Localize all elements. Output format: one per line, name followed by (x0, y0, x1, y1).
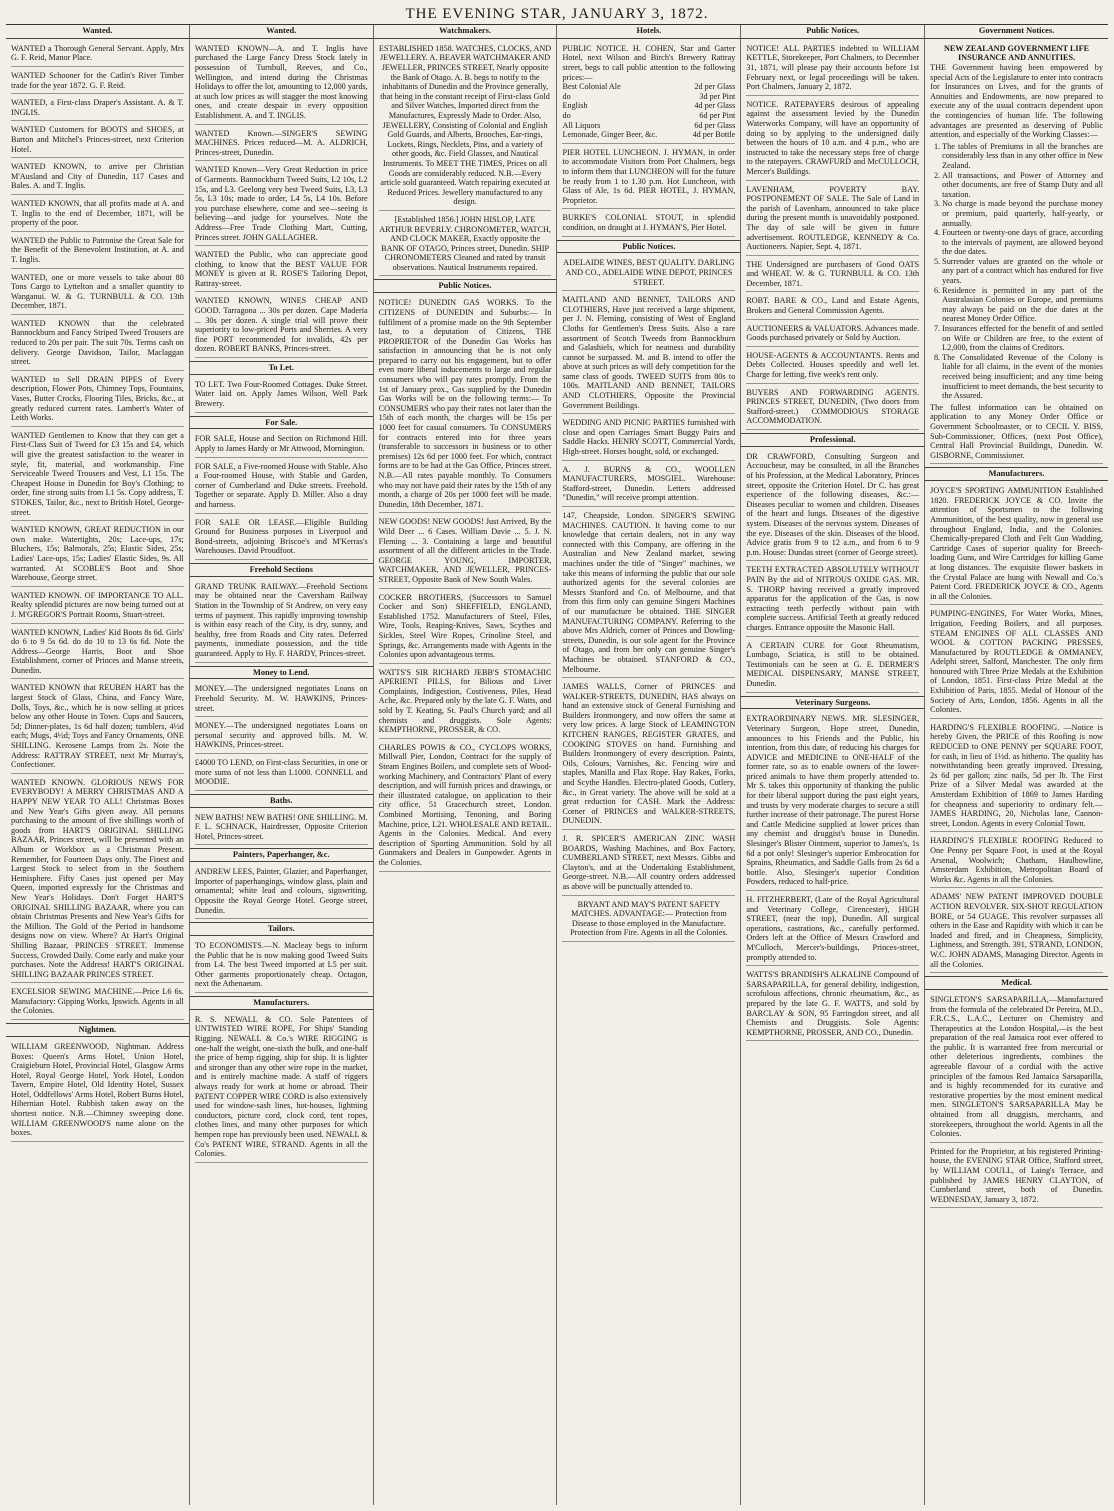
painter-ad: ANDREW LEES, Painter, Glazier, and Paperhanger, Importer of paperhangings, window glass, plain and ornamental; white lead and colours, signwriting. Opposite the Royal George Hotel. George street, Dunedin. (195, 865, 368, 919)
section-heading: Nightmen. (6, 1023, 189, 1037)
ad-item: WANTED Known.—SINGER'S SEWING MACHINES. Prices reduced—M. A. ALDRICH, Princes-street, Dunedin. (195, 127, 368, 162)
price-item: Best Colonial Ale (562, 82, 621, 92)
section-heading: Tailors. (190, 922, 373, 936)
price-row (562, 101, 735, 111)
section-heading: Manufacturers. (190, 996, 373, 1010)
column-5 (741, 25, 925, 1505)
ad-item: BUYERS AND FORWARDING AGENTS. PRINCES STREET, DUNEDIN, (Two doors from Stafford-street.) COMMODIOUS STORAGE ACCOMMODATION. (746, 386, 919, 430)
singer-ad: 147, Cheapside, London. SINGER'S SEWING MACHINES. CAUTION. It having come to our knowledge that certain dealers, not in any way connected with this Company, are offering in the Australian and New Zealand market, sewing machines under the title of "Singer" machines, we take this means of informing the public that our sole authorized agents for the several colonies are Messrs Stanford and Co. of Melbourne, and that from this firm only can genuine Singers Machines of our manufacture be obtained. THE SINGER MANUFACTURING COMPANY. Referring to the above Mrs Aldrich, corner of Princes and Dowling-streets, Dunedin, is our sole agent for the Province of Otago, and from her only can genuine Singer's Machines be obtained. STANFORD & CO., Melbourne. (562, 509, 735, 678)
price-row (562, 82, 735, 92)
column-6 (925, 25, 1108, 1505)
wanted-ads (11, 42, 184, 1020)
life-insurance-ad: NEW ZEALAND GOVERNMENT LIFE INSURANCE AND ANNUITIES. THE Government having been empowered by special Acts of the Legislature to enter into contracts for Insurances on Lives, and for the grants of Annuities and Endowments, are now prepared to execute any of the usual contracts dependent upon the contingencies of human life. The following advantages are presented as deserving of Public attention, and especially of the Working Classes:— 1. The tables of Premiums in all the branches are considerably less than in any other office in New Zealand. 2. All transactions, and Power of Attorney and other documents, are free of Stamp Duty and all taxation. 3. No charge is made beyond the purchase money or premium, paid quarterly, half-yearly, or annually. 4. Fourteen or twenty-one days of grace, according to the intervals of payment, are allowed beyond the due dates. 5. Surrender values are granted on the whole or any part of a contract which has endured for five years. 6. Residence is permitted in any part of the Australasian Colonies or Europe, and premiums may always be paid on the due dates at the nearest Money Order Office. 7. Insurances effected for the benefit of and settled on Wife or Children are free, to the extent of L2,000, from the claims of Creditors. 8. The Consolidated Revenue of the Colony is liable for all claims, in the event of the monies received being insufficient; and any time being insufficient to meet demands, the best security to the Assured. The fullest information can be obtained on application to any Money Order Office or Government Schoolmaster, or to CECIL Y. BISS, Sub-Commissioner, Offices, (next Post Office), Central Hall Provincial Buildings, Dunedin. W. GISBORNE, Commissioner. (930, 42, 1103, 465)
list-item: 4. Fourteen or twenty-one days of grace, according to the intervals of payment, are allowed beyond the due dates. (942, 228, 1103, 257)
ad-item: FOR SALE, House and Section on Richmond Hill. Apply to James Hardy or Mr Attwood, Mornington. (195, 432, 368, 457)
price-list (562, 82, 735, 140)
column-2 (190, 25, 374, 1505)
ad-item: WANTED KNOWN. GLORIOUS NEWS FOR EVERYBODY! A MERRY CHRISTMAS AND A HAPPY NEW YEAR TO ALL! Christmas Boxes and New Year's Gifts given away. All persons purchasing to the amount of five shillings worth of goods from HART'S ORIGINAL SHILLING BAZAAR, Princes street, will be presented with an Album or Workbox as a Christmas Present. Remember, for Fourteen Days only. The Finest and Largest Stock to select from in the Southern Hemisphere. Fifty Cases just opened per May Queen, imported expressly for the Christmas and New Year's Holidays. Don't Forget HART'S ORIGINAL SHILLING BAZAAR, where you can obtain Christmas Presents and New Year's Gifts for the Million. The Gold of the Period in handsome designs now on view. Where? At Hart's Original Shilling Bazaar, PRINCES STREET. Immense Success, Crowded Daily. Come early and make your purchases. Note the Address! HART'S ORIGINAL SHILLING BAZAAR PRINCES STREET. (11, 776, 184, 983)
section-heading: Manufacturers. (925, 467, 1108, 481)
beaver-ad: ESTABLISHED 1858. WATCHES, CLOCKS, AND JEWELLERY. A. BEAVER WATCHMAKER AND JEWELLER, PRINCES STREET, Nearly opposite the Bank of Otago. A. B. begs to notify to the inhabitants of Dunedin and the Province generally, that being in the constant receipt of First-class Gold and Silver Watches, Imported direct from the Manufactures, Expressly Made to Order. Also, JEWELLERY, Consisting of Colonial and English Gold Guards, and Alberts, Brooches, Ear-rings, Lockets, Rings, Necklets, Pins, and a variety of other goods, &c. Field Glasses, and Nautical Instruments. To MEET THE TIMES, Prices on all Goods are considerably reduced. N.B.—Every article sold guaranteed. Watch repairing executed at Reduced Prices. Jewellery manufactured to any design. (379, 42, 552, 211)
for-sale-ads (195, 432, 368, 560)
section-heading: Public Notices. (741, 25, 924, 39)
list-item: 7. Insurances effected for the benefit of and settled on Wife or Children are free, to the extent of L2,000, from the claims of Creditors. (942, 324, 1103, 353)
ad-item: WANTED, one or more vessels to take about 80 Tons Cargo to Lyttelton and a smaller quantity to Wanganui. W. & G. TURNBULL & CO. 13th December, 1871. (11, 271, 184, 315)
ad-item: HOUSE-AGENTS & ACCOUNTANTS. Rents and Debts Collected. Houses speedily and well let. Charge for letting, five week's rent only. (746, 349, 919, 384)
ad-item: FOR SALE, a Five-roomed House with Stable. Also a Four-roomed House, with Stable and Garden, corner of Cumberland and Duke streets. Freehold. Together or separate. Apply D. Miller. Also a dray and harness. (195, 460, 368, 514)
ad-item: £4000 TO LEND, on First-class Securities, in one or more sums of not less than L1000. CONNELL and MOODIE. (195, 756, 368, 791)
list-item: 5. Surrender values are granted on the whole or any part of a contract which has endured for five years. (942, 257, 1103, 286)
section-heading: For Sale. (190, 416, 373, 430)
list-item: 3. No charge is made beyond the purchase money or premium, paid quarterly, half-yearly, or annually. (942, 199, 1103, 228)
ad-item: ROBT. BARE & CO., Land and Estate Agents, Brokers and General Commission Agents. (746, 294, 919, 319)
price-value: 3d per Pint (699, 91, 736, 101)
list-item: 2. All transactions, and Power of Attorney and other documents, are free of Stamp Duty and all taxation. (942, 171, 1103, 200)
pumping-ad: PUMPING-ENGINES, For Water Works, Mines, Irrigation, Feeding Boilers, and all purposes. STEAM ENGINES OF ALL CLASSES AND WOOL & COTTON PACKING PRESSES, Manufactured by ROUTLEDGE & OMMANEY, Adelphi street, Salford, Manchester. The only firm honoured with Three Prize Medals at the Exhibition of London, 1851. First-class Prize Medal at the Exhibition of Paris, 1855. Medal of Honour of the Society of Arts, London, 1856. Agents in all the Colonies. (930, 607, 1103, 719)
adams-revolver-ad: ADAMS' NEW PATENT IMPROVED DOUBLE ACTION REVOLVER. SIX-SHOT REGULATION BORE, or 54 GUAGE. This revolver surpasses all others in the Ease and Rapidity with which it can be loaded and fired, and in Cheapness, Simplicity, Lightness, and Strength. 391, STRAND, LONDON, W.C. JOHN ADAMS, Managing Director. Agents in all the Colonies. (930, 890, 1103, 973)
wire-rope-ad: R. S. NEWALL & CO. Sole Patentees of UNTWISTED WIRE ROPE, For Ships' Standing Rigging. NEWALL & Co.'s WIRE RIGGING is one-half the weight, one-sixth the bulk, and one-half the price of hemp rigging, ship for ship. It is lighter and stronger than any other wire rope in the market, and is entirely machine made. A staff of riggers always ready for work at home or abroad. Their PATENT COPPER WIRE CORD is also extensively used for window-sash lines, hot-houses, lightning conductors, picture cord, clock cord, tent ropes, clothes lines, and many other purposes for which hempen rope has previously been used. NEWALL & Co's PATENT WIRE, STRAND. Agents in all the Colonies. (195, 1013, 368, 1163)
gas-works-ad: NOTICE! DUNEDIN GAS WORKS. To the CITIZENS of DUNEDIN and Suburbs:— In fulfilment of a promise made on the 9th September last, to a deputation of Citizens, THE PROPRIETOR of the Dunedin Gas Works has satisfaction in announcing that he is not only prepared to carry out his engagement, but to offer even more liberal inducements to large and regular consumers who will pay rates promptly. From the 1st of January prox., Gas supplied by the Dunedin Gas Works will be on the following terms:— To CONSUMERS who pay their rates not later than the 15th of each month, the charges will be 15s per 1000 feet for casual consumers. To CONSUMERS for contracts entered into for three years (transferable to successors in business or to other premises) 12s 6d per 1000 feet. For which, contract forms are to be had at the Gas Office, Princes street. N.B.—All rates payable monthly. To Consumers who may not have paid their rates by the 15th of any month, a charge of 20s per 1000 feet will be made. Dunedin, 18th December, 1871. (379, 296, 552, 513)
to-let-ad: TO LET. Two Four-Roomed Cottages. Duke Street. Water laid on. Apply James Wilson, Well Park Brewery. (195, 378, 368, 413)
list-item: 1. The tables of Premiums in all the branches are considerably less than in any other office in New Zealand. (942, 142, 1103, 171)
woollen-ad: A. J. BURNS & CO., WOOLLEN MANUFACTURERS, MOSGIEL. Warehouse: Stafford-street, Dunedin. Letters addressed "Dunedin," will receive prompt attention. (562, 463, 735, 507)
baths-ad: NEW BATHS! NEW BATHS! ONE SHILLING. M. F. L. SCHNACK, Hairdresser, Opposite Criterion Hotel, Princes-street. (195, 811, 368, 846)
slesinger-ad: EXTRAORDINARY NEWS. MR. SLESINGER, Veterinary Surgeon, Hope street, Dunedin, announces to his Friends and the Public, his intention, from this date, of reducing his charges for ADVICE and MEDICINE to ONE-HALF of the former rate, so as to enable owners of the lower-priced animals to have them properly attended to. Mr S. takes this opportunity of thanking the public for their liberal support during the past eight years, and trusts by very moderate charges to secure a still further increase of their patronage. The purest Horse and Cattle Medicine supplied at lower prices than any chemist and druggist's house in Dunedin. Slesinger's Blister Ointment, superior to James's, 1s 6d a pot only! Slesinger's superior Embrocation for Sprains, Rheumatics, and Saddle Galls from 2s 6d a bottle. Also, Slesinger's superior Condition Powders, reduced to half-price. (746, 712, 919, 891)
ad-item: WANTED KNOWN. OF IMPORTANCE TO ALL. Realty splendid pictures are now being turned out at J. M'GREGOR'S Portrait Rooms, Stuart-street. (11, 589, 184, 624)
ad-item: WANTED Schooner for the Catlin's River Timber trade for the year 1872. G. F. Reid. (11, 69, 184, 94)
teeth-ad: TEETH EXTRACTED ABSOLUTELY WITHOUT PAIN By the aid of NITROUS OXIDE GAS. MR. S. THORP having received a greatly improved apparatus for the application of the Gas, is now extracting teeth perfectly without pain with complete success. Artificial Teeth at greatly reduced charges. Entrance opposite the Masonic Hall. (746, 563, 919, 636)
ad-item: NOTICE. RATEPAYERS desirous of appealing against the assessment levied by the Dunedin Waterworks Company, will have an opportunity of doing so by applying to the undersigned daily between the hours of 10 a.m. and 4 p.m., who are instructed to take the necessary steps free of charge to the ratepayers. CRAWFURD and McCULLOCH, Mercer's Buildings. (746, 98, 919, 181)
column-3 (374, 25, 558, 1505)
price-item: English (562, 101, 588, 111)
ad-title: NEW ZEALAND GOVERNMENT LIFE INSURANCE AND ANNUITIES. (944, 43, 1090, 63)
matches-ad: BRYANT AND MAY'S PATENT SAFETY MATCHES. ADVANTAGE:— Protection from Disease to those employed in the Manufacture. Protection from Fire. Agents in all the Colonies. (562, 898, 735, 942)
section-heading: Freehold Sections (190, 563, 373, 577)
ad-item: WANTED Customers for BOOTS and SHOES, at Barton and Mitchel's Princes-street, next Criterion Hotel. (11, 123, 184, 158)
ad-item: NOTICE! ALL PARTIES indebted to WILLIAM KETTLE, Storekeeper, Port Chalmers, to December 31, 1871, will please pay their accounts before 1st February next, or legal proceedings will be taken. Port Chalmers, January 2, 1872. (746, 42, 919, 96)
ad-item: WANTED a Thorough General Servant. Apply, Mrs G. F. Reid, Manor Place. (11, 42, 184, 67)
ad-item: WANTED KNOWN that REUBEN HART has the largest Stock of Glass, China, and Fancy Ware, Dolls, Toys, &c., which he is now selling at prices below any other House in Town. Cups and Saucers, 5d; Dinner-plates, 1s 6d half dozen; tumblers, 4½d each; Mugs, 4½d; Toys and Fancy Ornaments, ONE SHILLING. Kerosene Lamps from 2s. Note the Address: RATTRAY STREET, next Mr Murray's, Confectioner. (11, 681, 184, 773)
ad-item: LAVENHAM, POVERTY BAY. POSTPONEMENT OF SALE. The Sale of Land in the parish of Lavenham, announced to take place during the present month is unavoidably postponed. The day of sale will be given in future advertisement. ROUTLEDGE, KENNEDY & Co. Auctioneers. Napier, Sept. 4, 1871. (746, 183, 919, 256)
price-value: 2d per Glass (694, 82, 736, 92)
price-row (562, 130, 735, 140)
pier-hotel-ad: PIER HOTEL LUNCHEON. J. HYMAN, in order to accommodate Visitors from Port Chalmers, begs to inform them that LUNCHEON will for the future be ready from 1 to 1.30 p.m. Hot Luncheon, with Glass of Ale, 1s 6d. PIER HOTEL, J. HYMAN, Proprietor. (562, 146, 735, 210)
ad-item: FOR SALE OR LEASE.—Eligible Building Ground for Business purposes in Liverpool and Bond-streets, adjoining Briscoe's and M'Kerras's Warehouses. David Proudfoot. (195, 516, 368, 560)
price-row (562, 121, 735, 131)
ad-item: WANTED KNOWN, to arrive per Christian M'Ausland and City of Dunedin, 117 Cases and Bales. A. and T. Inglis. (11, 160, 184, 195)
section-heading: Medical. (925, 976, 1108, 990)
ad-item: WANTED KNOWN that the celebrated Bannockburn and Fancy Striped Tweed Trousers are reduced to 20s per pair. The suit 70s. Terms cash on delivery. George Davidson, Tailor, Maclaggan street. (11, 317, 184, 371)
ad-item: WANTED KNOWN—A. and T. Inglis have purchased the Large Fancy Dress Stock lately in possession of Turnbull, Reeves, and Co., Wellington, and intend during the Christmas Holidays to offer the lot, amounting to 12,000 yards, at such low prices as will stagger the most knowing ones, and create despair in every opposition Establishment. A. and T. INGLIS. (195, 42, 368, 125)
section-heading: Wanted. (190, 25, 373, 39)
maitland-ad: MAITLAND AND BENNET, TAILORS AND CLOTHIERS, Have just received a large shipment, per J. N. Fleming, consisting of West of England Cloths for Gentlemen's Dress Suits. Also a rare assortment of Scotch Tweeds from Bannockburn and Galashiels, which for neatness and durability cannot be surpassed. M. and B. intend to offer the above at such prices as will defy competition for the same class of goods. TWEED SUITS from 80s to 100s. MAITLAND AND BENNET, TAILORS AND CLOTHIERS, Opposite the Provincial Government Buildings. (562, 293, 735, 414)
section-heading: To Let. (190, 361, 373, 375)
column-4 (557, 25, 741, 1505)
new-goods-ad: NEW GOODS! NEW GOODS! Just Arrived, By the Wild Deer ... 6 Cases. William Davie ... 5. J. N. Fleming ... 3. Containing a large and beautiful assortment of all the different articles in the Trade. GEORGE YOUNG, IMPORTER, WATCHMAKER, AND JEWELLER, PRINCES-STREET, Opposite Bank of New South Wales. (379, 515, 552, 588)
price-value: 4d per Glass (694, 101, 736, 111)
harding-roofing-ad-2: HARDING'S FLEXIBLE ROOFING Reduced to One Penny per Square Foot, is used at the Royal Arsenal, Woolwich; Chatham, Haulbowline, Amsterdam Exhibition, Metropolitan Board of Works &c. Agents in all the Colonies. (930, 834, 1103, 888)
price-value: 6d per Glass (694, 120, 736, 130)
price-item: All Liquors (562, 120, 601, 130)
section-heading: Baths. (190, 794, 373, 808)
spicer-ad: J. R. SPICER'S AMERICAN ZINC WASH BOARDS, Washing Machines, and Box Factory, CUMBERLAND STREET, next Messrs. Gibbs and Clayton's, and at the Undertaking Establishment, George-street. N.B.—All country orders addressed as above will be punctually attended to. (562, 832, 735, 896)
price-value: 6d per Pint (699, 110, 736, 120)
powis-ad: CHARLES POWIS & CO., CYCLOPS WORKS, Millwall Pier, London, Contract for the supply of Steam Engines Boilers, and complete sets of Wood-working Machinery, and Contractors' Plant of every description, and will furnish prices and drawings, or their illustrated catalogue, on application to their city office, 51 Gracechurch street, London. Combined Mortising, Tenoning, and Boring Machine, price, L21. WHOLESALE AND RETAIL. Agents in the Colonies. Medical. And every description of Sporting Ammunition. Sold by all Gunmakers and Dealers in Gunpowder. Agents in the Colonies. (379, 741, 552, 872)
adelaide-wines-ad: ADELAIDE WINES, BEST QUALITY. DARLING AND CO., ADELAIDE WINE DEPOT, PRINCES STREET. (562, 256, 735, 291)
wedding-ad: WEDDING AND PICNIC PARTIES furnished with close and open Carriages Smart Buggy Pairs and Saddle Hacks. HENRY SCOTT, Commercial Yards, High-street. Horses bought, sold, or exchanged. (562, 416, 735, 460)
ad-item: EXCELSIOR SEWING MACHINE.—Price L6 6s. Manufactory: Gipping Works, Ipswich. Agents in all the Colonies. (11, 985, 184, 1020)
section-heading: Hotels. (557, 25, 740, 39)
column-1 (6, 25, 190, 1505)
section-heading: Public Notices. (374, 279, 557, 293)
section-heading: Veterinary Surgeons. (741, 696, 924, 710)
section-heading: Money to Lend. (190, 666, 373, 680)
section-heading: Government Notices. (925, 25, 1108, 39)
section-heading: Painters, Paperhanger, &c. (190, 848, 373, 862)
ad-item: MONEY.—The undersigned negotiates Loans on personal security and approved bills. M. W. HAWKINS, Princes-street. (195, 719, 368, 754)
ad-item: WANTED KNOWN, Ladies' Kid Boots 8s 6d. Girls' do 6 to 9 5s 6d. do do 10 to 13 6s 6d. Note the Address—George Harris, Boot and Shoe Establishment, corner of Princes and Manse streets, Dunedin. (11, 626, 184, 680)
price-item: do (562, 110, 571, 120)
hislop-ad: [Established 1856.] JOHN HISLOP, LATE ARTHUR BEVERLY. CHRONOMETER, WATCH, AND CLOCK MAKER, Exactly opposite the BANK OF OTAGO, Princes street, Dunedin. SHIP CHRONOMETERS Cleaned and rated by transit observations. Nautical Instruments repaired. (379, 213, 552, 277)
money-ads (195, 682, 368, 790)
ad-item: WANTED KNOWN, WINES CHEAP AND GOOD. Tarragona ... 30s per dozen. Cape Maderia ... 30s per dozen. A single trial will prove their superiority to low-priced Ports and Sherries. A very fine PORT recommended for invalids, 42s per dozen. ROBERT BANKS, Princes-street. (195, 294, 368, 358)
nightman-ad: WILLIAM GREENWOOD, Nightman. Address Boxes: Queen's Arms Hotel, Union Hotel, Craigieburn Hotel, Provincial Hotel, Glasgow Arms Hotel, Royal George Hotel, York Hotel, London Tavern, Empire Hotel, Old Identity Hotel, Sussex Hotel, Oddfellows' Arms Hotel, Robert Burns Hotel, Hibernian Hotel. Rubbish taken away on the shortest notice. N.B.—Chimney sweeping done. WILLIAM GREENWOOD'S name alone on the boxes. (11, 1040, 184, 1142)
price-value: 4d per Bottle (692, 130, 736, 140)
ad-item: WANTED Gentlemen to Know that they can get a First-Class Suit of Tweed for £3 15s and £4, which will give the greatest satisfaction to the wearer in style, fit, material, and workmanship. Fine Serviceable Tweed Trousers and Vest, L1 15s. The Cheapest House in Dunedin for Boy's Clothing; to order, fine strong suits from L1 5s. Copy address, T. STOKES, Tailor, &c., next to British Hotel, George-street. (11, 429, 184, 521)
masthead: THE EVENING STAR, JANUARY 3, 1872. (405, 6, 709, 22)
singleton-ad: SINGLETON'S SARSAPARILLA,—Manufactured from the formula of the celebrated Dr Pereira, M.D., F.R.C.S., L.A.C., Lecturer on Chemistry and Therapeutics at the London Hospital,—is the best preparation of the real Jamaica root ever offered to the public. It is warranted free from mercurial or other deleterious ingredients, combines the agreeable flavour of a cordial with the active principles of the famous Red Jamaica Sarsaparilla, and is highly recommended for its curative and restorative properties by the most eminent medical men. SINGLETON'S SARSAPARILLA May be obtained from all druggists, merchants, and storekeepers, throughout the world. Agents in all the Colonies. (930, 993, 1103, 1143)
jebb-pills-ad: WATTS'S SIR RICHARD JEBB'S STOMACHIC APERIENT PILLS, for Bilious and Liver Complaints, Indigestion, Costiveness, Piles, Head Ache, &c. Prepared only by the late G. F. Watts, and sold by T. Keating, St. Paul's Church yard; and all chemists and druggists. Sole Agents: KEMPTHORNE, PROSSER, & CO. (379, 666, 552, 739)
price-row (562, 111, 735, 121)
ad-item: THE Undersigned are purchasers of Good OATS and WHEAT. W. & G. TURNBULL & CO. 13th December, 1871. (746, 258, 919, 293)
ad-item: WANTED to Sell DRAIN PIPES of Every description, Flower Pots, Chimney Tops, Fountains, Vases, Butter Crocks, Flooring Tiles, Bricks, &c., at greatly reduced current rates. Lambert's Water of Leith Works. (11, 373, 184, 427)
section-heading: Public Notices. (557, 240, 740, 254)
gout-ad: A CERTAIN CURE for Gout Rheumatism, Lumbago, Sciatica, is still to be obtained. Testimonials can be seen at G. E. DERMER'S MEDICAL DISPENSARY, MANSE STREET, Dunedin. (746, 639, 919, 693)
columns (6, 24, 1108, 1505)
section-heading: Watchmakers. (374, 25, 557, 39)
ad-item: WANTED KNOWN, that all profits made at A. and T. Inglis to the end of December, 1871, will be property of the poor. (11, 197, 184, 232)
list-item: 8. The Consolidated Revenue of the Colony is liable for all claims, in the event of the monies received being insufficient; and any time being insufficient to meet demands, the best security to the Assured. (942, 353, 1103, 401)
fitzherbert-ad: H. FITZHERBERT, (Late of the Royal Agricultural and Veterinary College, Cirencester), HIGH STREET, (near the top), Dunedin. All surgical operations, castrations, &c., carefully performed. Orders left at the Office of Messrs Crawford and M'Culloch, Mercer's-buildings, Princes-street, promptly attended to. (746, 893, 919, 966)
section-heading: Wanted. (6, 25, 189, 39)
printer-imprint: Printed for the Proprietor, at his registered Printing-house, the EVENING STAR Office, Stafford street, by WILLIAM COULL, of Laing's Terrace, and published by JAMES HENRY CLAYTON, of Cumberland street, both of Dunedin. WEDNESDAY, January 3, 1872. (930, 1145, 1103, 1209)
advantages-list (942, 142, 1103, 401)
ad-item: WANTED the Public to Patronise the Great Sale for the Benefit of the Benevolent Institution, at A. and T. Inglis. (11, 234, 184, 269)
cocker-ad: COCKER BROTHERS, (Successors to Samuel Cocker and Son) SHEFFIELD, ENGLAND, Established 1752. Manufacturers of Steel, Files, Wire, Tools, Reaping-Knives, Saws, Scythes and Sickles, Steel Wire Ropes, Crinoline Steel, and Springs, &c. Arrangements made with Agents in the Colonies upon advantageous terms. (379, 591, 552, 664)
ad-item: WANTED, a First-class Draper's Assistant. A. & T. INGLIS. (11, 96, 184, 121)
ad-item: WANTED KNOWN, GREAT REDUCTION in our own make. Watertights, 20s; Lace-ups, 17s; Bluchers, 15s; Balmorals, 25s; Elastic Sides, 25s; Ladies' Lace-ups, 15s; Ladies' Elastic Sides, 9s. All warranted. At SCOBLE'S Boot and Shoe Warehouse, George street. (11, 523, 184, 587)
ad-item: AUCTIONEERS & VALUATORS. Advances made. Goods purchased privately or Sold by Auction. (746, 322, 919, 347)
joyce-ad: JOYCE'S SPORTING AMMUNITION Established 1820. FREDERICK JOYCE & CO. Invite the attention of Sportsmen to the following Ammunition, of the best quality, now in general use throughout England, India, and the Colonies. Chemically-prepared Cloth and Felt Gun Wadding, Cartridge Cases of superior quality for Breech-loading Guns, and Wire Cartridges for killing Game at long distances. The exquisite flower baskets in the Crystal Palace are hung with Newall and Co.'s Patent Cord. FREDERICK JOYCE & CO., Agents in all the Colonies. (930, 484, 1103, 605)
wanted-ads (195, 42, 368, 358)
walls-ad: JAMES WALLS, Corner of PRINCES and WALKER-STREETS, DUNEDIN, HAS always on hand an extensive stock of General Furnishing and Builders Ironmongery, and now offers the same at very low prices. A large Stock of LEAMINGTON KITCHEN RANGES, REGISTER GRATES, and COOKING STOVES on hand. Furnishing and Builders Ironmongery of every description. Paints, Oils, Colours, Varnishes, &c. Fencing wire and staples, Manilla and Flax Rope. Hay Rakes, Forks, and Scythe Handles. Electro-plated Goods, Cutlery, &c., in Great variety. The above will be sold at a great reduction for CASH. Mark the Address: Corner of PRINCES and WALKER-STREETS, DUNEDIN. (562, 680, 735, 830)
freehold-ad: GRAND TRUNK RAILWAY.—Freehold Sections may be obtained near the Caversham Railway Station in the Township of St Andrew, on very easy terms of payment. This rapidly improving township is within easy reach of the City, is dry, sunny, and healthy, free from Roads and City rates. Deferred payments, immediate possession, and the title guaranteed. Apply to Hy. F. HARDY, Princes-street. (195, 580, 368, 663)
price-item: do (562, 91, 571, 101)
crawford-ad: DR CRAWFORD, Consulting Surgeon and Accoucheur, may be consulted, in all the Branches of his Profession, at the Medical Laboratory, Princes street, opposite the Criterion Hotel. Dr C. has great experience of the following diseases, &c.:— Diseases peculiar to women and children. Diseases of the heart and lungs. Diseases of the digestive system. Diseases of the nervous system. Diseases of the eye. Diseases of the skin. Diseases of the blood. Advice gratis from 9 to 12 a.m., and from 6 to 9 p.m. House: Dundas street (corner of George street). (746, 450, 919, 562)
harding-roofing-ad: HARDING'S FLEXIBLE ROOFING. —Notice is hereby Given, the PRICE of this Roofing is now REDUCED to ONE PENNY per SQUARE FOOT, for cash, in lieu of 1½d. as hitherto. The quality has notwithstanding been greatly improved. Dressing, 2s 6d per gallon; zinc nails, 5d per lb. The First Prize of a Silver Medal was awarded at the Amsterdam Exhibition of 1869 to James Harding for cheapness and superiority to ordinary felt.—JAMES HARDING, 20, Nicholas lane, Cannon-street, London. Agents in every Colonial Town. (930, 721, 1103, 833)
ad-item: WANTED Known—Very Great Reduction in price of Garments. Bannockburn Tweed Suits, L2 10s, L2 15s, and L3. Geelong very best Tweed Suits, L3, L3 5s, L3 10s; made to order, L4 5s, L4 10s. Before you purchase elsewhere, come and see—seeing is believing—and judge for yourselves. Note the Address—Free Trade Clothing Mart, Cutting, Princes street. JOHN GALLAGHER. (195, 163, 368, 246)
brandish-ad: WATTS'S BRANDISH'S ALKALINE Compound of SARSAPARILLA, for general debility, indigestion, scrofulous affections, chronic rheumatism, &c., as prepared by the late G. F. WATTS, and sold by BARCLAY & SON, 95 Farringdon street, and all Chemists and Druggists. Sole Agents: KEMPTHORNE, PROSSER, AND CO., Dunedin. (746, 968, 919, 1041)
price-item: Lemonade, Ginger Beer, &c. (562, 130, 658, 140)
section-heading: Professional. (741, 433, 924, 447)
cohen-ad: PUBLIC NOTICE. H. COHEN, Star and Garter Hotel, next Wilson and Birch's Brewery Rattray street, begs to call public attention to the following prices:— Best Colonial Ale 2d per Glass do 3d per Pint English 4d per Glass do 6d per Pint All Liquors 6d per Glass Lemonade, Ginger Beer, &c. 4d per Bottle (562, 42, 735, 144)
public-notice-ads (746, 42, 919, 430)
price-row (562, 92, 735, 102)
tailor-ad: TO ECONOMISTS.—N. Macleay begs to inform the Public that he is now making good Tweed Suits from L4. The best Tweed imported at L5 per suit. Other garments proportionately cheap. Octagon, next the Athenaeum. (195, 939, 368, 993)
list-item: 6. Residence is permitted in any part of the Australasian Colonies or Europe, and premiums may always be paid on the due dates at the nearest Money Order Office. (942, 286, 1103, 324)
burke-stout-ad: BURKE'S COLONIAL STOUT, in splendid condition, on draught at J. HYMAN'S, Pier Hotel. (562, 211, 735, 236)
ad-item: MONEY.—The undersigned negotiates Loans on Freehold Security. M. W. HAWKINS, Princes-street. (195, 682, 368, 717)
ad-item: WANTED the Public, who can appreciate good clothing, to know that the BEST VALUE FOR MONEY is given at R. ROSE'S Tailoring Depot, Rattray-street. (195, 248, 368, 292)
